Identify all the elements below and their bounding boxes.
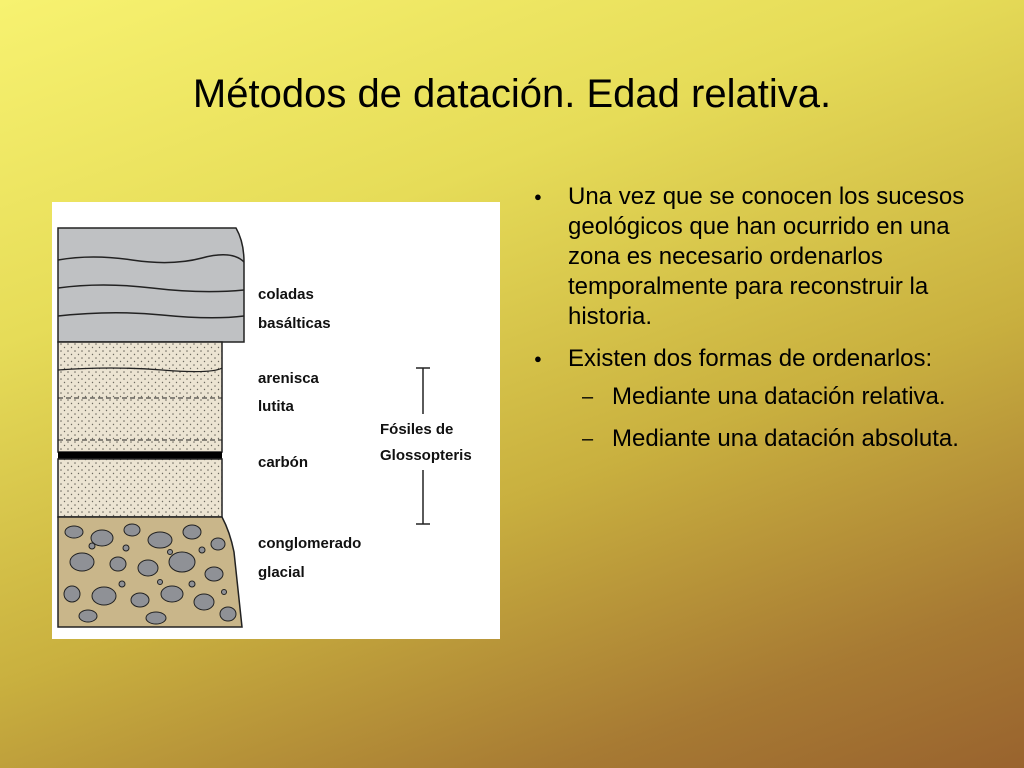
label-glossopteris: Glossopteris (380, 447, 472, 464)
label-arenisca: arenisca (258, 370, 319, 387)
list-item (520, 344, 990, 454)
sub-bullet-text: Mediante una datación relativa. (612, 383, 946, 410)
dash-marker: – (582, 386, 594, 408)
coal-layer (58, 452, 222, 459)
stratigraphic-column-figure (52, 202, 500, 639)
label-basalticas: basálticas (258, 315, 331, 332)
fossil-range-bracket (416, 368, 430, 524)
lower-sandstone-layer (58, 459, 222, 517)
label-fosiles-de: Fósiles de (380, 421, 454, 438)
dash-marker: – (582, 428, 594, 450)
label-carbon: carbón (258, 454, 309, 471)
label-conglomerado: conglomerado (258, 535, 362, 552)
sub-list-item (568, 382, 990, 412)
bullet-marker: ● (534, 351, 542, 366)
bullet-text: Una vez que se conocen los sucesos geológicos que han ocurrido en una zona es necesario ordenarlos temporalmente para reconstruir la historia. (568, 183, 965, 330)
list-item (520, 182, 990, 332)
basalt-layers (58, 228, 244, 342)
sub-bullet-list (568, 382, 990, 454)
sub-bullet-text: Mediante una datación absoluta. (612, 425, 959, 452)
slide-title: Métodos de datación. Edad relativa. (192, 72, 832, 116)
stratigraphic-column-svg (52, 202, 500, 639)
bullet-text: Existen dos formas de ordenarlos: (568, 345, 933, 372)
conglomerate-layer (58, 517, 242, 627)
bullet-list (520, 182, 990, 466)
sandstone-layers (58, 342, 222, 452)
label-coladas: coladas (258, 286, 314, 303)
sub-list-item (568, 424, 990, 454)
label-lutita: lutita (258, 398, 294, 415)
label-glacial: glacial (258, 564, 305, 581)
bullet-marker: ● (534, 189, 542, 204)
